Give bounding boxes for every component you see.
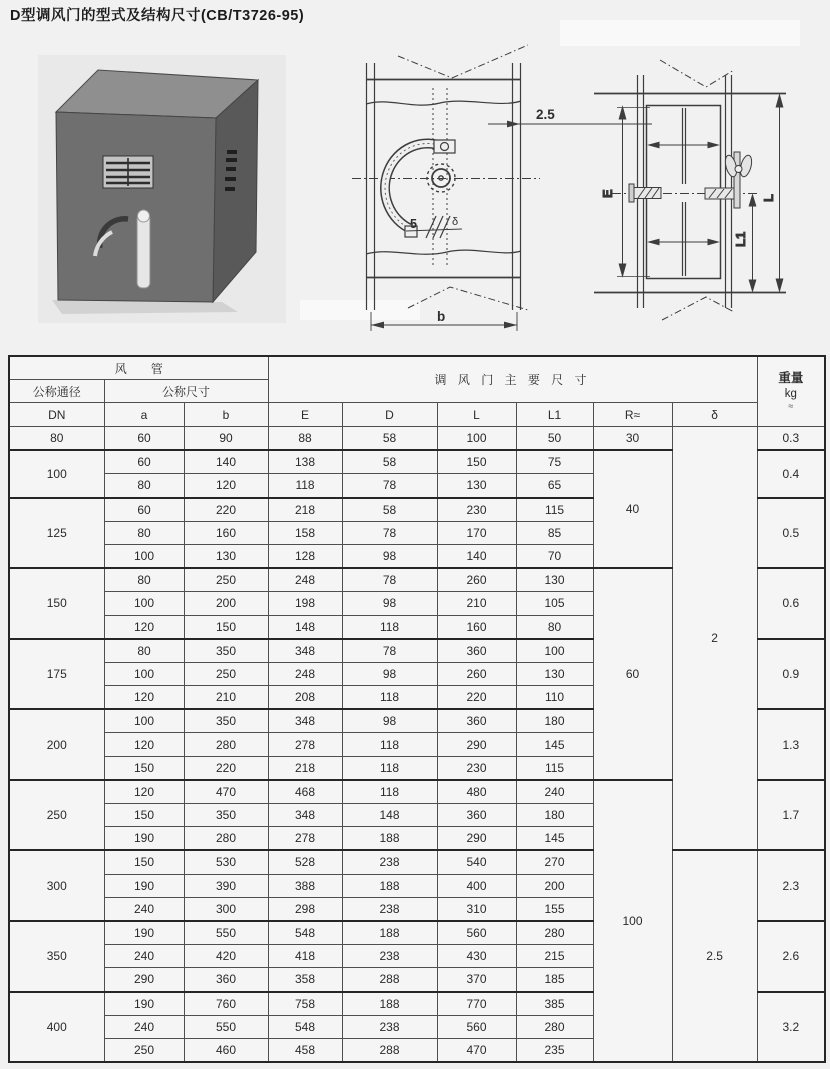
header-delta: δ xyxy=(672,403,757,427)
dn-cell: 125 xyxy=(9,498,104,569)
table-header xyxy=(9,356,825,427)
table-cell: 350 xyxy=(184,639,268,663)
table-cell: 458 xyxy=(268,1038,342,1062)
table-cell: 280 xyxy=(184,827,268,851)
table-cell: 385 xyxy=(516,992,593,1016)
table-cell: 210 xyxy=(184,686,268,710)
dn-cell: 175 xyxy=(9,639,104,710)
table-cell: 158 xyxy=(268,521,342,544)
table-body xyxy=(9,427,825,1063)
header-d: D xyxy=(342,403,437,427)
table-cell: 560 xyxy=(437,1015,516,1038)
table-cell: 150 xyxy=(184,615,268,639)
table-cell: 160 xyxy=(184,521,268,544)
width-label: b xyxy=(437,309,446,324)
box-front-face xyxy=(56,112,216,302)
table-cell: 60 xyxy=(104,450,184,474)
table-cell: 110 xyxy=(516,686,593,710)
table-cell: 238 xyxy=(342,1015,437,1038)
table-cell: 105 xyxy=(516,592,593,615)
page-title: D型调风门的型式及结构尺寸(CB/T3726-95) xyxy=(10,8,305,24)
table-cell: 65 xyxy=(516,474,593,498)
side-view-drawing xyxy=(588,38,830,340)
table-cell: 150 xyxy=(104,850,184,874)
table-cell: 418 xyxy=(268,945,342,968)
l-label: L xyxy=(761,194,776,202)
table-cell: 128 xyxy=(268,544,342,568)
table-cell: 460 xyxy=(184,1038,268,1062)
table-cell: 80 xyxy=(104,568,184,592)
break-mark-bottom xyxy=(662,297,734,320)
weight-cell: 2.3 xyxy=(757,850,825,921)
table-cell: 248 xyxy=(268,662,342,685)
table-cell: 145 xyxy=(516,827,593,851)
table-cell: 560 xyxy=(437,921,516,945)
table-cell: 210 xyxy=(437,592,516,615)
table-cell: 390 xyxy=(184,874,268,897)
table-cell: 348 xyxy=(268,804,342,827)
dn-cell: 80 xyxy=(9,427,104,451)
table-cell: 218 xyxy=(268,498,342,522)
table-cell: 430 xyxy=(437,945,516,968)
table-cell: 468 xyxy=(268,780,342,804)
table-cell: 250 xyxy=(184,568,268,592)
header-l1: L1 xyxy=(516,403,593,427)
table-cell: 85 xyxy=(516,521,593,544)
table-cell: 230 xyxy=(437,498,516,522)
table-cell: 58 xyxy=(342,450,437,474)
table-cell: 280 xyxy=(516,921,593,945)
table-cell: 98 xyxy=(342,709,437,733)
table-cell: 115 xyxy=(516,498,593,522)
table-cell: 130 xyxy=(516,568,593,592)
table-cell: 400 xyxy=(437,874,516,897)
break-wave-bottom xyxy=(366,250,521,254)
table-cell: 100 xyxy=(104,592,184,615)
shaft-left xyxy=(629,184,661,202)
delta-cell: 2 xyxy=(672,427,757,851)
header-a: a xyxy=(104,403,184,427)
table-cell: 100 xyxy=(437,427,516,451)
table-cell: 278 xyxy=(268,733,342,756)
header-nominal-diameter: 公称通径 xyxy=(9,380,104,403)
table-cell: 118 xyxy=(342,733,437,756)
dn-cell: 200 xyxy=(9,709,104,780)
quadrant-handle xyxy=(385,140,455,237)
table-cell: 78 xyxy=(342,474,437,498)
table-cell: 80 xyxy=(104,474,184,498)
table-cell: 190 xyxy=(104,921,184,945)
table-cell: 190 xyxy=(104,827,184,851)
table-cell: 290 xyxy=(437,827,516,851)
width-dimension xyxy=(371,309,517,331)
table-cell: 238 xyxy=(342,897,437,921)
weight-cell: 1.3 xyxy=(757,709,825,780)
dn-cell: 400 xyxy=(9,992,104,1063)
table-cell: 150 xyxy=(104,804,184,827)
table-cell: 300 xyxy=(184,897,268,921)
weight-cell: 0.3 xyxy=(757,427,825,451)
weld-size-label: 5 xyxy=(410,217,417,231)
table-cell: 248 xyxy=(268,568,342,592)
header-weight xyxy=(757,356,825,427)
table-cell: 188 xyxy=(342,874,437,897)
table-cell: 170 xyxy=(437,521,516,544)
table-cell: 100 xyxy=(104,662,184,685)
dn-cell: 250 xyxy=(9,780,104,851)
table-cell: 290 xyxy=(104,968,184,992)
header-row-3 xyxy=(9,403,825,427)
table-cell: 310 xyxy=(437,897,516,921)
table-cell: 370 xyxy=(437,968,516,992)
table-cell: 548 xyxy=(268,921,342,945)
table-cell: 180 xyxy=(516,804,593,827)
table-cell: 70 xyxy=(516,544,593,568)
table-cell: 350 xyxy=(184,804,268,827)
table-cell: 230 xyxy=(437,756,516,780)
header-damper-dims: 调 风 门 主 要 尺 寸 xyxy=(268,356,757,403)
break-wave-top xyxy=(366,101,521,105)
table-cell: 98 xyxy=(342,592,437,615)
table-cell: 118 xyxy=(342,756,437,780)
table-cell: 150 xyxy=(104,756,184,780)
table-cell: 120 xyxy=(104,733,184,756)
table-cell: 150 xyxy=(437,450,516,474)
weight-approx: ≈ xyxy=(788,400,794,411)
table-cell: 160 xyxy=(437,615,516,639)
header-b: b xyxy=(184,403,268,427)
delta-cell: 2.5 xyxy=(672,850,757,1062)
table-cell: 118 xyxy=(342,615,437,639)
table-cell: 348 xyxy=(268,709,342,733)
weight-label: 重量 xyxy=(778,370,804,385)
table-cell: 215 xyxy=(516,945,593,968)
table-cell: 470 xyxy=(184,780,268,804)
r-cell: 60 xyxy=(593,568,672,780)
table-cell: 100 xyxy=(104,544,184,568)
break-mark-top xyxy=(398,45,528,78)
table-row xyxy=(9,850,825,874)
r-cell: 100 xyxy=(593,780,672,1062)
table-cell: 288 xyxy=(342,968,437,992)
table-cell: 138 xyxy=(268,450,342,474)
table-cell: 148 xyxy=(342,804,437,827)
arrowhead xyxy=(504,322,517,329)
table-cell: 250 xyxy=(184,662,268,685)
table-cell: 50 xyxy=(516,427,593,451)
weight-cell: 0.6 xyxy=(757,568,825,639)
table-cell: 260 xyxy=(437,568,516,592)
table-cell: 130 xyxy=(184,544,268,568)
table-cell: 760 xyxy=(184,992,268,1016)
table-cell: 360 xyxy=(184,968,268,992)
l-dimension xyxy=(761,95,783,291)
dn-cell: 100 xyxy=(9,450,104,497)
table-cell: 240 xyxy=(104,1015,184,1038)
table-cell: 190 xyxy=(104,992,184,1016)
table-cell: 298 xyxy=(268,897,342,921)
table-cell: 238 xyxy=(342,945,437,968)
thickness-label: 2.5 xyxy=(536,107,555,122)
table-cell: 140 xyxy=(184,450,268,474)
table-cell: 78 xyxy=(342,521,437,544)
break-mark-bottom xyxy=(408,287,528,310)
table-cell: 360 xyxy=(437,804,516,827)
table-cell: 220 xyxy=(437,686,516,710)
header-e: E xyxy=(268,403,342,427)
table-cell: 90 xyxy=(184,427,268,451)
table-cell: 120 xyxy=(184,474,268,498)
damper-photo xyxy=(38,55,286,323)
dn-cell: 350 xyxy=(9,921,104,992)
table-cell: 190 xyxy=(104,874,184,897)
table-cell: 100 xyxy=(516,639,593,663)
table-cell: 240 xyxy=(104,945,184,968)
table-cell: 78 xyxy=(342,639,437,663)
table-cell: 290 xyxy=(437,733,516,756)
table-cell: 288 xyxy=(342,1038,437,1062)
table-cell: 130 xyxy=(437,474,516,498)
table-cell: 550 xyxy=(184,921,268,945)
table-cell: 80 xyxy=(104,521,184,544)
r-cell: 30 xyxy=(593,427,672,451)
handle-pivot xyxy=(138,210,150,222)
weight-cell: 1.7 xyxy=(757,780,825,851)
table-cell: 278 xyxy=(268,827,342,851)
table-cell: 220 xyxy=(184,756,268,780)
dn-cell: 150 xyxy=(9,568,104,639)
table-cell: 118 xyxy=(342,780,437,804)
table-cell: 218 xyxy=(268,756,342,780)
table-cell: 348 xyxy=(268,639,342,663)
table-cell: 235 xyxy=(516,1038,593,1062)
table-cell: 358 xyxy=(268,968,342,992)
weight-unit: kg xyxy=(784,387,797,400)
table-cell: 120 xyxy=(104,780,184,804)
table-cell: 80 xyxy=(104,639,184,663)
table-cell: 120 xyxy=(104,615,184,639)
table-cell: 770 xyxy=(437,992,516,1016)
l1-dimension xyxy=(733,195,756,291)
table-cell: 60 xyxy=(104,427,184,451)
table-cell: 155 xyxy=(516,897,593,921)
table-cell: 148 xyxy=(268,615,342,639)
header-nominal-size: 公称尺寸 xyxy=(104,380,268,403)
table-cell: 98 xyxy=(342,662,437,685)
table-cell: 388 xyxy=(268,874,342,897)
table-cell: 360 xyxy=(437,639,516,663)
table-cell: 118 xyxy=(268,474,342,498)
table-cell: 100 xyxy=(104,709,184,733)
table-cell: 260 xyxy=(437,662,516,685)
table-cell: 758 xyxy=(268,992,342,1016)
table-row xyxy=(9,427,825,451)
table-cell: 145 xyxy=(516,733,593,756)
table-cell: 280 xyxy=(516,1015,593,1038)
r-cell: 40 xyxy=(593,450,672,568)
table-cell: 140 xyxy=(437,544,516,568)
header-duct: 风 管 xyxy=(9,356,268,380)
table-cell: 480 xyxy=(437,780,516,804)
table-cell: 220 xyxy=(184,498,268,522)
table-cell: 198 xyxy=(268,592,342,615)
table-cell: 250 xyxy=(104,1038,184,1062)
delta-label: δ xyxy=(452,216,459,228)
header-l: L xyxy=(437,403,516,427)
handle-lever xyxy=(137,214,150,288)
dn-cell: 300 xyxy=(9,850,104,921)
table-cell: 58 xyxy=(342,498,437,522)
table-cell: 208 xyxy=(268,686,342,710)
table-cell: 88 xyxy=(268,427,342,451)
table-cell: 270 xyxy=(516,850,593,874)
table-cell: 540 xyxy=(437,850,516,874)
weight-cell: 0.4 xyxy=(757,450,825,497)
header-row-1 xyxy=(9,356,825,380)
table-cell: 115 xyxy=(516,756,593,780)
table-cell: 280 xyxy=(184,733,268,756)
e-label: E xyxy=(600,189,615,198)
table-cell: 180 xyxy=(516,709,593,733)
weight-cell: 2.6 xyxy=(757,921,825,992)
table-cell: 530 xyxy=(184,850,268,874)
table-cell: 130 xyxy=(516,662,593,685)
table-cell: 470 xyxy=(437,1038,516,1062)
table-cell: 188 xyxy=(342,921,437,945)
weight-cell: 0.9 xyxy=(757,639,825,710)
l1-label: L1 xyxy=(733,231,748,247)
table-cell: 75 xyxy=(516,450,593,474)
break-mark-top xyxy=(660,60,734,87)
table-cell: 58 xyxy=(342,427,437,451)
header-r: R≈ xyxy=(593,403,672,427)
arrowhead xyxy=(371,322,384,329)
weight-cell: 0.5 xyxy=(757,498,825,569)
dimension-table xyxy=(8,355,826,1063)
table-cell: 360 xyxy=(437,709,516,733)
table-cell: 60 xyxy=(104,498,184,522)
table-cell: 80 xyxy=(516,615,593,639)
table-cell: 120 xyxy=(104,686,184,710)
shaft-right-wingnut xyxy=(705,152,754,208)
arrowhead xyxy=(507,121,520,128)
weight-cell: 3.2 xyxy=(757,992,825,1063)
table-cell: 200 xyxy=(184,592,268,615)
header-dn: DN xyxy=(9,403,104,427)
table-cell: 78 xyxy=(342,568,437,592)
table-cell: 528 xyxy=(268,850,342,874)
table-cell: 185 xyxy=(516,968,593,992)
table-cell: 188 xyxy=(342,992,437,1016)
table-cell: 188 xyxy=(342,827,437,851)
table-cell: 548 xyxy=(268,1015,342,1038)
table-cell: 118 xyxy=(342,686,437,710)
table-cell: 350 xyxy=(184,709,268,733)
table-cell: 98 xyxy=(342,544,437,568)
table-cell: 200 xyxy=(516,874,593,897)
table-cell: 420 xyxy=(184,945,268,968)
table-cell: 240 xyxy=(516,780,593,804)
table-cell: 550 xyxy=(184,1015,268,1038)
table-cell: 238 xyxy=(342,850,437,874)
table-cell: 240 xyxy=(104,897,184,921)
